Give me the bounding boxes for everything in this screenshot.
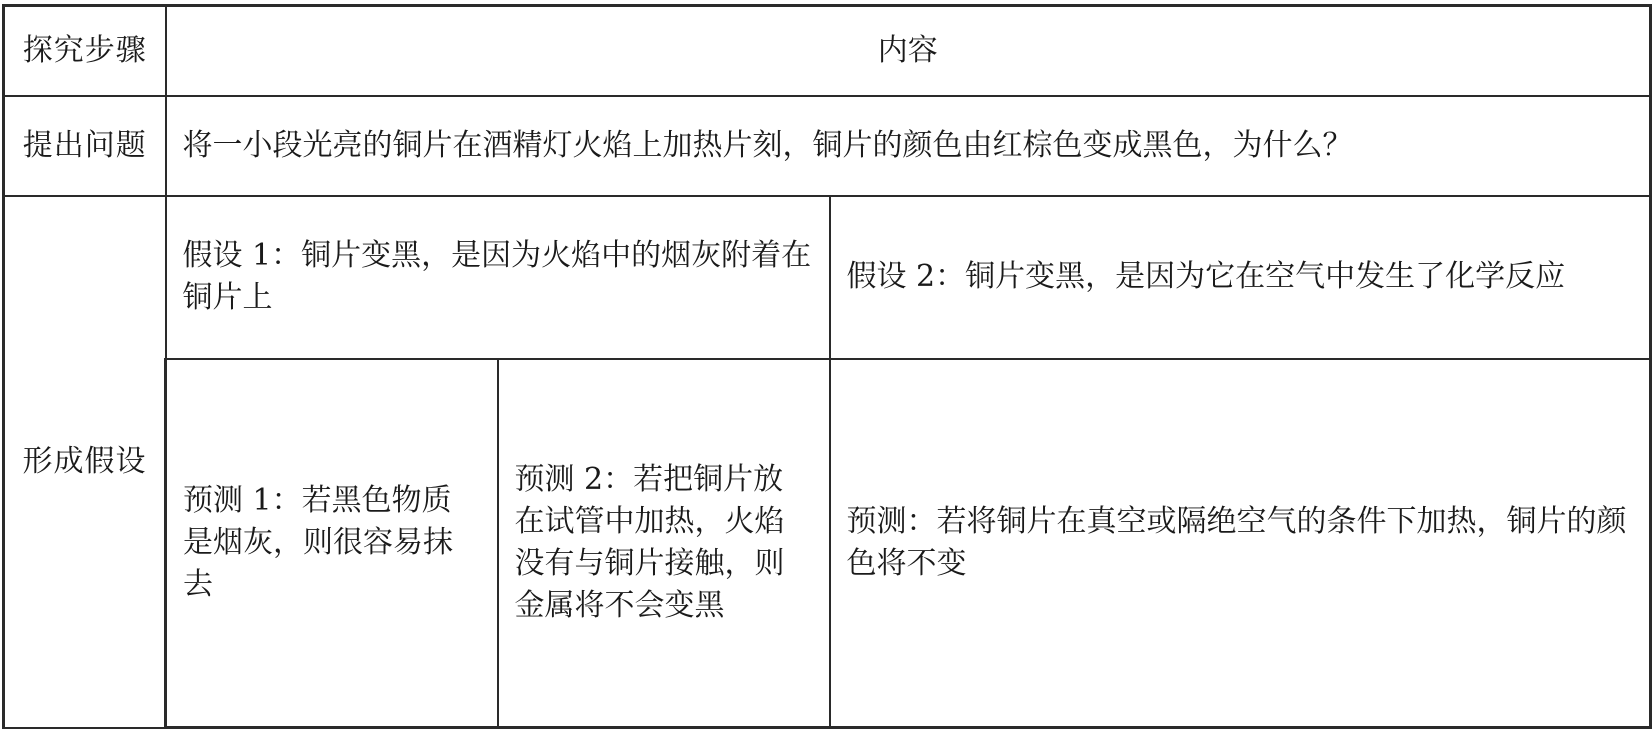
hypothesis-1-cell: 假设 1：铜片变黑，是因为火焰中的烟灰附着在铜片上 [166,196,830,359]
inquiry-steps-table [2,4,1652,729]
question-text-cell: 将一小段光亮的铜片在酒精灯火焰上加热片刻，铜片的颜色由红棕色变成黑色，为什么？ [166,96,1651,196]
prediction-1-cell: 预测 1：若黑色物质是烟灰，则很容易抹去 [166,359,498,728]
prediction-row [4,359,1651,728]
hypothesis-step-cell: 形成假设 [4,196,166,728]
header-step-cell: 探究步骤 [4,6,166,96]
prediction-cell: 预测：若将铜片在真空或隔绝空气的条件下加热，铜片的颜色将不变 [830,359,1651,728]
hypothesis-row [4,196,1651,359]
prediction-2-cell: 预测 2：若把铜片放在试管中加热，火焰没有与铜片接触，则金属将不会变黑 [498,359,830,728]
hypothesis-2-cell: 假设 2：铜片变黑，是因为它在空气中发生了化学反应 [830,196,1651,359]
header-content-cell: 内容 [166,6,1651,96]
header-row [4,6,1651,96]
question-step-cell: 提出问题 [4,96,166,196]
question-row [4,96,1651,196]
